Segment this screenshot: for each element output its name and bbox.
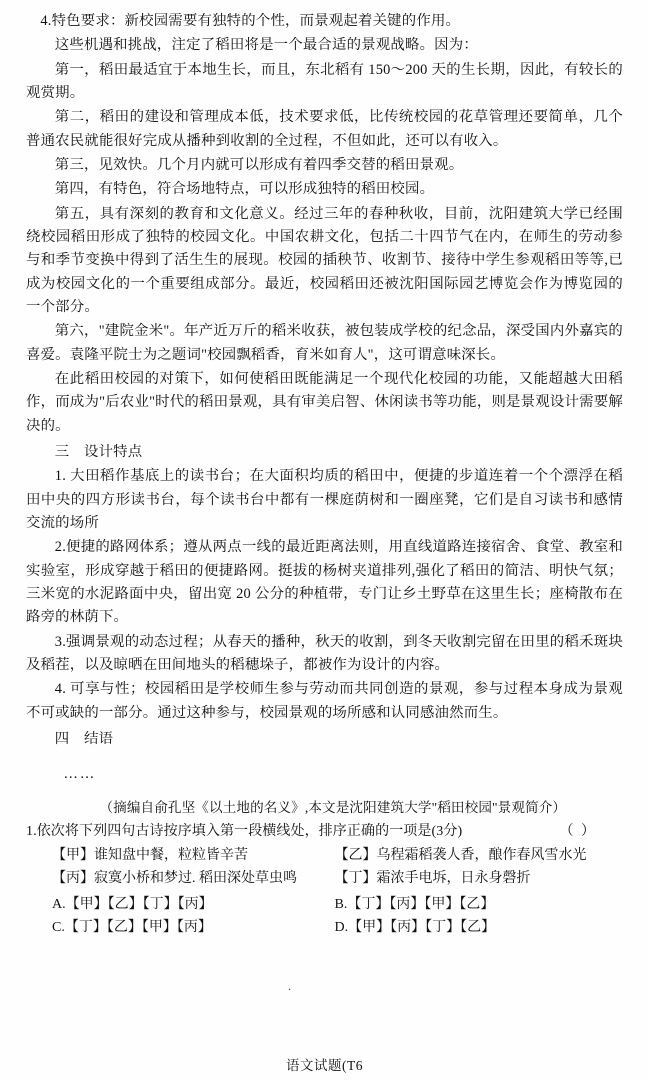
paragraph-point-2: 第二，稻田的建设和管理成本低，技术要求低，比传统校园的花草管理还要简单，几个普通农民就能很好完成从播种到收割的全过程，不但如此，还可以有收入。	[26, 109, 623, 149]
section-heading-conclusion: 四 结语	[54, 730, 114, 747]
option-b[interactable]	[325, 893, 624, 917]
choice-ding-tag: 【丁】	[334, 871, 377, 887]
option-c[interactable]	[26, 916, 325, 940]
option-a-label: A.	[52, 896, 66, 912]
paragraph-opportunity: 这些机遇和挑战，注定了稻田将是一个最合适的景观战略。因为：	[54, 37, 478, 54]
choice-jia	[26, 844, 325, 868]
option-d-text: 【甲】【丙】【丁】【乙】	[348, 920, 496, 936]
paragraph-strategy: 在此稻田校园的对策下，如何使稻田既能满足一个现代化校园的功能，又能超越大田稻作，而成为"后农业"时代的稻田景观，具有审美启智、休闲读书等功能，则是景观设计需要解决的。	[26, 370, 623, 434]
choice-jia-tag: 【甲】	[52, 847, 94, 863]
paragraph-point-5: 第五，具有深刻的教育和文化意义。经过三年的春种秋收，目前，沈阳建筑大学已经围绕校园稻田形成了独特的校园文化。中国农耕文化，包括二十四节气在内，在师生的劳动参与和季节变换中得到了活生生的展现。校园的插秧节、收割节、接待中学生参观稻田等等,已成为校园文化的一个重要组成部分。最近，校园稻田还被沈阳国际园艺博览会作为博览园的一个部分。	[26, 205, 623, 315]
option-row-ab	[26, 893, 623, 917]
choice-yi-tag: 【乙】	[334, 847, 377, 863]
design-item-3: 3.强调景观的动态过程；从春天的播种，秋天的收割，到冬天收割完留在田里的稻禾斑块及稻茬，以及晾晒在田间地头的稻穗垛子，都被作为设计的内容。	[26, 633, 623, 673]
option-d[interactable]	[325, 916, 624, 940]
design-item-4: 4. 可享与性；校园稻田是学校师生参与劳动而共同创造的景观，参与过程本身成为景观不可或缺的一部分。通过这种参与，校园景观的场所感和认同感油然而生。	[26, 681, 623, 721]
choice-bing-text: 寂寞小桥和梦过. 稻田深处草虫鸣	[94, 871, 297, 887]
option-a-text: 【甲】【乙】【丁】【丙】	[65, 896, 213, 912]
question-stem-row	[26, 821, 623, 843]
page-footer: 语文试题(T6	[286, 1058, 363, 1073]
question-stem: 1.依次将下列四句古诗按序填入第一段横线处，排序正确的一项是(3分)	[26, 824, 463, 840]
option-b-label: B.	[334, 896, 348, 912]
choice-row-2	[26, 867, 623, 891]
option-c-label: C.	[52, 920, 65, 936]
option-b-text: 【丁】【丙】【甲】【乙】	[347, 896, 495, 912]
choice-yi	[325, 844, 624, 868]
answer-blank[interactable]: （ ）	[559, 824, 597, 840]
paragraph-point-6: 第六，"建院金米"。年产近万斤的稻米收获，被包装成学校的纪念品，深受国内外嘉宾的喜爱。袁隆平院士为之题词"校园飘稻香，育米如育人"，这可谓意味深长。	[26, 323, 623, 363]
option-row-cd	[26, 916, 623, 940]
paragraph-point-1: 第一，稻田最适宜于本地生长，而且，东北稻有 150～200 天的生长期，因此，有较长的观赏期。	[26, 61, 623, 101]
choice-bing-tag: 【丙】	[52, 871, 94, 887]
option-d-label: D.	[334, 920, 349, 936]
paragraph-point-3: 第三，见效快。几个月内就可以形成有着四季交替的稻田景观。	[54, 156, 464, 173]
paragraph-point-4: 第四，有特色，符合场地特点，可以形成独特的稻田校园。	[54, 181, 435, 198]
choice-row-1	[26, 844, 623, 868]
conclusion-ellipsis: ……	[63, 765, 97, 782]
option-a[interactable]	[26, 893, 325, 917]
choice-jia-text: 谁知盘中餐，粒粒皆辛苦	[94, 847, 248, 863]
design-item-1: 1. 大田稻作基底上的读书台；在大面积均质的稻田中，便捷的步道连着一个个漂浮在稻田中央的四方形读书台，每个读书台中都有一棵庭荫树和一圈座凳，它们是自习读书和感情交流的场所	[26, 468, 623, 531]
section-heading-design: 三 设计特点	[54, 443, 143, 460]
paragraph-requirement: 4.特色要求：新校园需要有独特的个性，而景观起着关键的作用。	[40, 13, 461, 29]
choice-bing	[26, 867, 325, 891]
stray-dot-mark: .	[288, 979, 291, 993]
choice-yi-text: 乌程霜稻袭人香，酿作春风雪水光	[376, 847, 587, 863]
source-note: （摘编自俞孔坚《以土地的名义》,本文是沈阳建筑大学"稻田校园"景观简介）	[99, 800, 567, 816]
design-item-2: 2.便捷的路网体系；遵从两点一线的最近距离法则，用直线道路连接宿舍、食堂、教室和实验室，形成穿越于稻田的便捷路网。挺拔的杨树夹道排列,强化了稻田的简洁、明快气氛；三米宽的水泥路面中央，留出宽 20 公分的种植带，专门让乡土野草在这里生长；座椅散布在路旁的林荫下。	[26, 539, 623, 626]
choice-ding	[325, 867, 624, 891]
choice-ding-text: 霜浓手电坼，日永身磬折	[376, 871, 531, 887]
option-c-text: 【丁】【乙】【甲】【丙】	[64, 920, 212, 936]
